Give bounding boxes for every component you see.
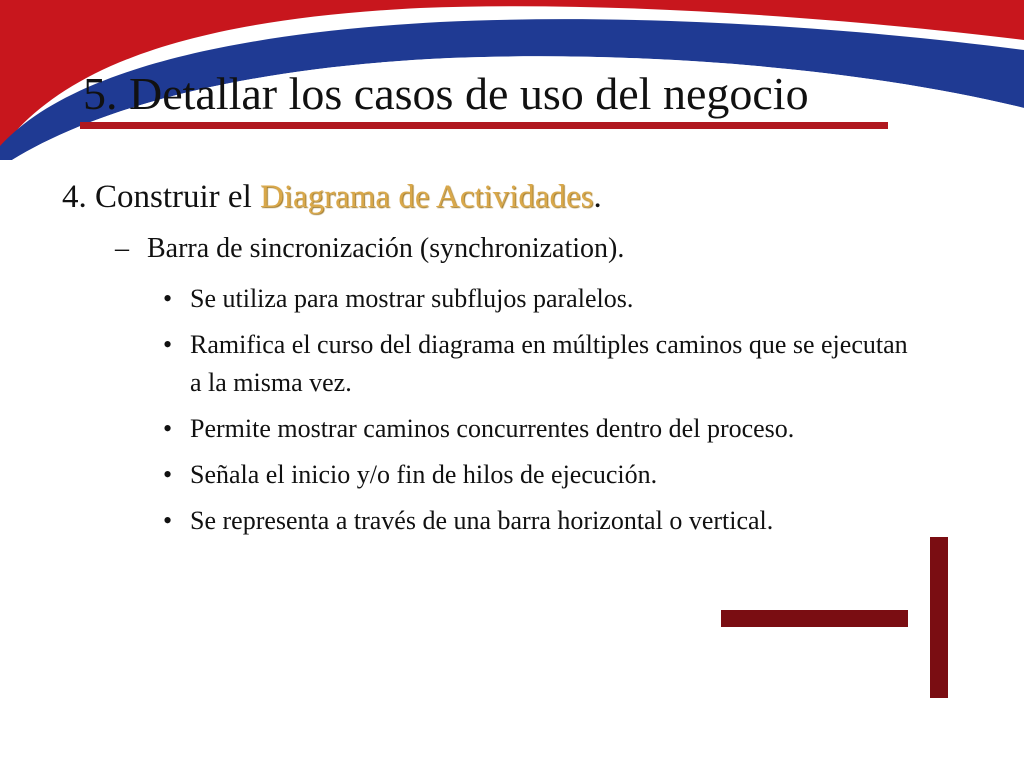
bullet-text: Se representa a través de una barra horizontal o vertical. — [190, 506, 774, 535]
bullet-text: Ramifica el curso del diagrama en múltiples caminos que se ejecutan a la misma vez. — [190, 330, 908, 397]
sub-point-dash: – — [115, 233, 129, 264]
bullet-item — [163, 456, 923, 494]
main-point-prefix: 4. Construir el — [62, 179, 260, 215]
sub-point — [115, 230, 624, 268]
sub-point-text: Barra de sincronización (synchronization). — [147, 233, 625, 264]
decorative-horizontal-bar — [721, 610, 908, 627]
bullet-item — [163, 280, 923, 318]
bullet-item — [163, 326, 923, 402]
bullet-dot: • — [163, 330, 173, 359]
title-underline — [80, 122, 888, 129]
main-point-suffix: . — [593, 179, 602, 215]
bullet-item — [163, 410, 923, 448]
main-point — [62, 176, 602, 218]
bullet-dot: • — [163, 284, 173, 313]
bullet-text: Señala el inicio y/o fin de hilos de ejecución. — [190, 460, 658, 489]
bullet-list — [163, 280, 923, 548]
bullet-text: Permite mostrar caminos concurrentes dentro del proceso. — [190, 414, 795, 443]
slide-title: 5. Detallar los casos de uso del negocio — [83, 68, 809, 119]
bullet-text: Se utiliza para mostrar subflujos paralelos. — [190, 284, 634, 313]
main-point-highlight: Diagrama de Actividades — [259, 179, 594, 215]
decorative-vertical-bar — [930, 537, 948, 698]
bullet-dot: • — [163, 460, 173, 489]
bullet-dot: • — [163, 506, 173, 535]
bullet-item — [163, 502, 923, 540]
bullet-dot: • — [163, 414, 173, 443]
